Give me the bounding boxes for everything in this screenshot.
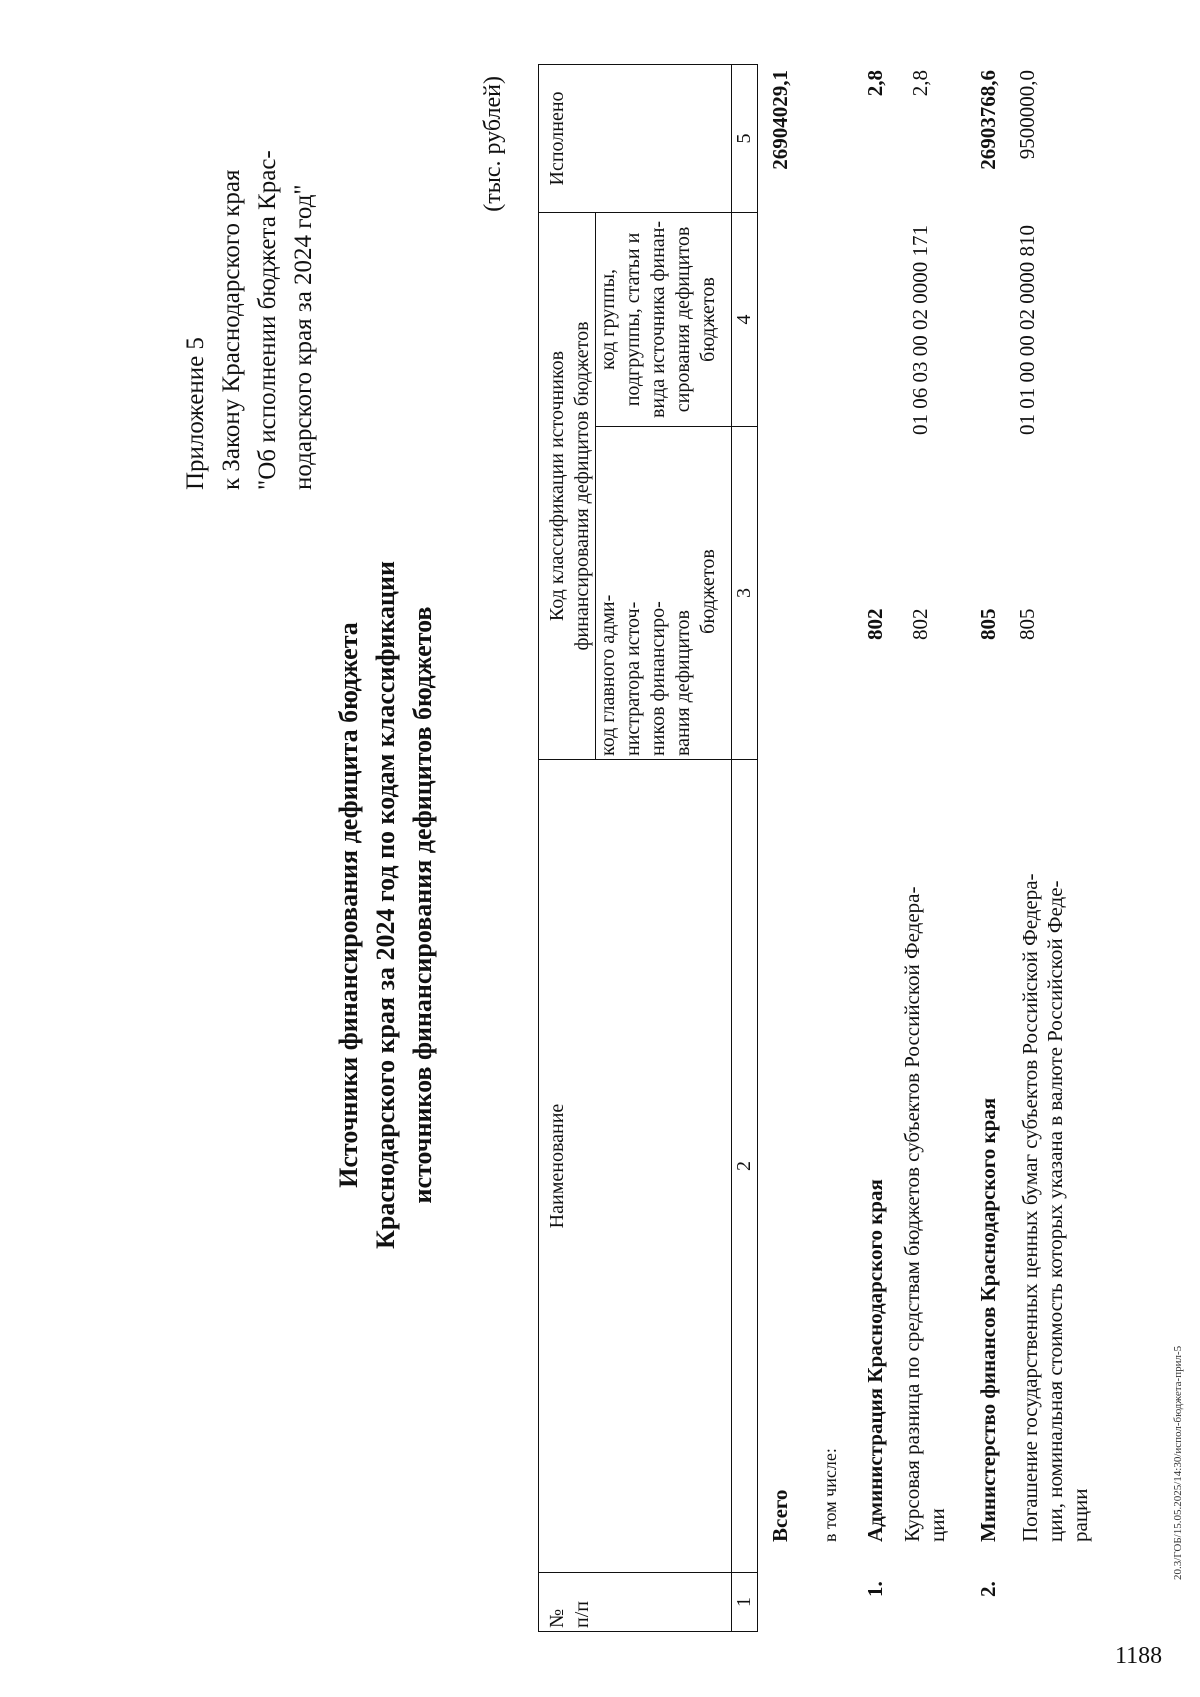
header-source-code xyxy=(596,212,732,426)
column-number: 3 xyxy=(732,427,758,760)
table-header xyxy=(538,64,758,1632)
appendix-note xyxy=(178,150,322,490)
row-admin-code: 805 xyxy=(1015,608,1039,640)
header-source-code-line: бюджетов xyxy=(697,277,719,362)
header-executed: Исполнено xyxy=(539,64,732,212)
row-name: Министерство финансов Краснодарского края xyxy=(976,1097,1000,1542)
header-admin-code xyxy=(596,427,732,760)
header-code-group xyxy=(539,212,596,759)
row-admin-code: 802 xyxy=(908,608,932,640)
header-num-line: № xyxy=(546,1608,568,1628)
units-label: (тыс. рублей) xyxy=(480,76,506,212)
total-label: Всего xyxy=(768,1489,792,1542)
column-number: 4 xyxy=(732,212,758,426)
header-num xyxy=(539,1573,732,1632)
header-source-code-line: вида источника финан- xyxy=(647,220,669,419)
row-name: Администрация Краснодарского края xyxy=(863,1179,887,1542)
header-admin-code-line: вания дефицитов xyxy=(672,610,694,756)
header-code-group-line: финансирования дефицитов бюджетов xyxy=(571,321,593,651)
document-title xyxy=(330,405,441,1405)
total-value: 26904029,1 xyxy=(768,70,792,170)
header-admin-code-line: код главного адми- xyxy=(597,594,619,756)
appendix-line: "Об исполнении бюджета Крас- xyxy=(254,150,281,490)
title-line: Источники финансирования дефицита бюджета xyxy=(334,622,363,1188)
title-line: источников финансирования дефицитов бюджетов xyxy=(408,606,437,1204)
row-source-code: 01 06 03 00 02 0000 171 xyxy=(908,225,932,435)
row-value: 9500000,0 xyxy=(1015,70,1039,160)
column-number: 1 xyxy=(732,1573,758,1632)
appendix-line: к Закону Краснодарского края xyxy=(218,169,245,490)
header-num-line: п/п xyxy=(571,1601,593,1628)
row-value: 26903768,6 xyxy=(976,70,1000,170)
row-name-line: Курсовая разница по средствам бюджетов субъектов Российской Федера- xyxy=(900,886,924,1542)
row-value: 2,8 xyxy=(863,70,887,97)
header-admin-code-line: нистратора источ- xyxy=(622,601,644,756)
header-admin-code-line: бюджетов xyxy=(697,549,719,634)
row-name-line: Погашение государственных ценных бумаг субъектов Российской Федера- xyxy=(1018,873,1042,1542)
header-admin-code-line: ников финансиро- xyxy=(647,601,669,756)
appendix-line: Приложение 5 xyxy=(182,337,209,490)
page-number: 1188 xyxy=(1115,1643,1163,1669)
row-number: 2. xyxy=(976,1581,1000,1597)
document-footer-code: 20.3/ГОБ/15.05.2025/14:30/испол-бюджета-прил-5 xyxy=(1172,1345,1184,1580)
row-name-line: ции, номинальная стоимость которых указана в валюте Российской Феде- xyxy=(1043,880,1067,1542)
header-source-code-line: код группы, xyxy=(597,268,619,371)
row-source-code: 01 01 00 00 02 0000 810 xyxy=(1015,225,1039,435)
header-source-code-line: сирования дефицитов xyxy=(672,226,694,413)
appendix-line: нодарского края за 2024 год" xyxy=(290,184,317,490)
column-number: 2 xyxy=(732,760,758,1573)
including-label: в том числе: xyxy=(820,1448,840,1542)
column-number: 5 xyxy=(732,64,758,212)
row-admin-code: 802 xyxy=(863,608,887,640)
title-line: Краснодарского края за 2024 год по кодам классификации xyxy=(371,561,400,1249)
header-code-group-line: Код классификации источников xyxy=(546,350,568,622)
row-name-line: рации xyxy=(1068,1488,1092,1542)
header-source-code-line: подгруппы, статьи и xyxy=(622,232,644,407)
row-name-line: ции xyxy=(925,1508,949,1542)
header-name: Наименование xyxy=(539,760,732,1573)
row-admin-code: 805 xyxy=(976,608,1000,640)
row-number: 1. xyxy=(863,1581,887,1597)
row-value: 2,8 xyxy=(908,70,932,97)
